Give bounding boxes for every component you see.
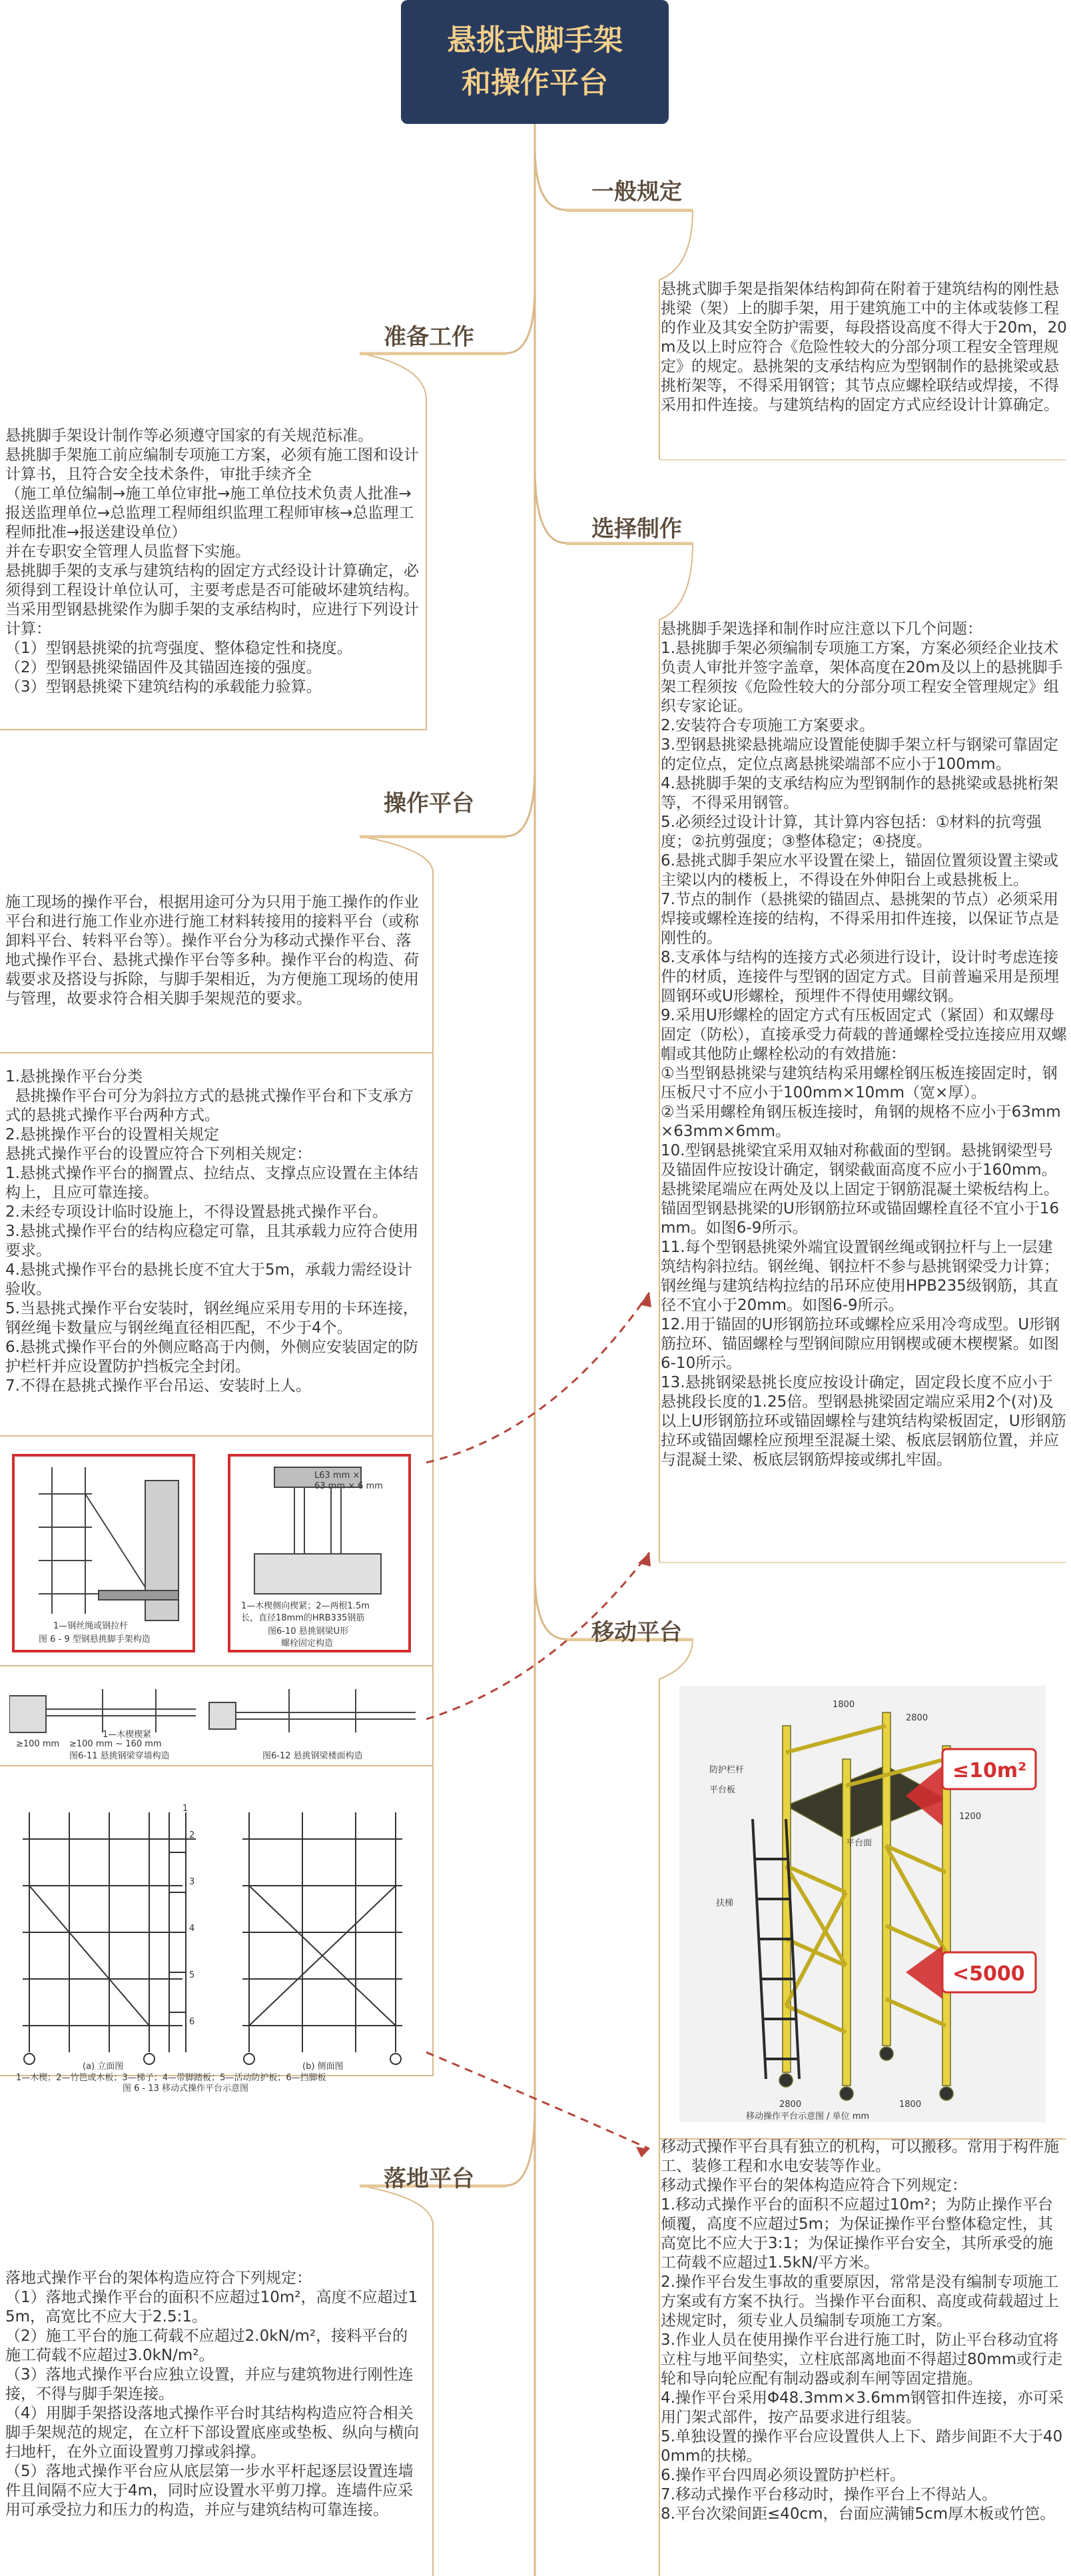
fig9-label: 1—钢丝绳或钢拉杆 xyxy=(53,1621,129,1631)
fig10-caption-2: 螺栓固定构造 xyxy=(281,1638,334,1648)
branch-prep[interactable]: 准备工作 xyxy=(384,324,474,350)
root-title-line2: 和操作平台 xyxy=(462,66,608,100)
floor-text: 落地式操作平台的架体构造应符合下列规定： （1）落地式操作平台的面积不应超过10m²，高度不应超过15m，高宽比不应大于2.5:1。 （2）施工平台的施工荷载不应超过2.0kN/m²，接料平台的施工荷载不应超过3.0kN/m²。 （3）落地式操作平台应独立设置，并应与建筑物进行刚性连接，不得与脚手架连接。 （4）用脚手架搭设落地式操作平台时其结构构造应符合相关脚手架规范的规定，在立杆下部设置底座或垫板、纵向与横向扫地杆，在外立面设置剪刀撑或斜撑。 （5）落地式操作平台应从底层第一步水平杆起逐层设置连墙件且间隔不应大于4m，同时应设置水平剪刀撑。连墙件应采用可承受拉力和压力的构造，并应与建筑结构可靠连接。 xyxy=(5,2269,419,2519)
mobile-side1: 1200 xyxy=(959,1812,982,1822)
mobile-text: 移动式操作平台具有独立的机构，可以搬移。常用于构件施工、装修工程和水电安装等作业。 移动式操作平台的架体构造应符合下列规定： 1.移动式操作平台的面积不应超过10m²；为防止操作平台倾覆，高度不应超过5m；为保证操作平台整体稳定性，其高宽比不应大于3:1；为保证操作平台安全，其所承受的施工荷载不应超过1.5kN/平方米。 2.操作平台发生事故的重要原因，常常是没有编制专项施工方案或有方案不执行。当操作平台面积、高度或荷载超过上述规定时，须专业人员编制专项施工方案。 3.作业人员在使用操作平台进行施工时，防止平台移动宜将立柱与地平间垫实，立柱底部离地面不得超过80mm或行走轮和导向轮应配有制动器或刹车闸等固定措施。 4.操作平台采用Φ48.3mm×3.6mm钢管扣件连接，亦可采用门架式部件，按产品要求进行组装。 5.单独设置的操作平台应设置供人上下、踏步间距不大于400mm的扶梯。 6.操作平台四周必须设置防护栏杆。 7.移动式操作平台移动时，操作平台上不得站人。 8.平台次梁间距≤40cm，台面应满铺5cm厚木板或竹笆。 xyxy=(661,2138,1064,2523)
fig11-dim1: ≥100 mm xyxy=(16,1739,60,1749)
fig9-caption: 图 6 - 9 型钢悬挑脚手架构造 xyxy=(39,1634,151,1644)
operation-detail: 1.悬挑操作平台分类 悬挑操作平台可分为斜拉方式的悬挑式操作平台和下支承方式的悬挑式操作平台两种方式。 2.悬挑操作平台的设置相关规定 悬挑式操作平台的设置应符合下列相关规定： 1.悬挑式操作平台的搁置点、拉结点、支撑点应设置在主体结构上，且应可靠连接。 2.未经专项设计临时设施上，不得设置悬挑式操作平台。 3.悬挑式操作平台的结构应稳定可靠，且其承载力应符合使用要求。 4.悬挑式操作平台的悬挑长度不宜大于5m，承载力需经设计验收。 5.当悬挑式操作平台安装时，钢丝绳应采用专用的卡环连接，钢丝绳卡数量应与钢丝绳直径相匹配，不少于4个。 6.悬挑式操作平台的外侧应略高于内侧，外侧应安装固定的防护栏杆并应设置防护挡板完全封闭。 7.不得在悬挑式操作平台吊运、安装时上人。 xyxy=(5,1068,418,1395)
fig13-num-4: 4 xyxy=(189,1924,195,1934)
fig10-dim-bottom: 63 mm × 6 mm xyxy=(314,1481,383,1491)
fig10-legend-1: 1—木楔侧向楔紧；2—两根1.5m xyxy=(241,1601,370,1611)
branch-mobile[interactable]: 移动平台 xyxy=(591,1619,682,1646)
mobile-tag4: 扶梯 xyxy=(716,1898,734,1908)
figure-6-11-12 xyxy=(9,1682,422,1761)
fig12-caption: 图6-12 悬挑钢梁楼面构造 xyxy=(262,1751,363,1761)
fig13-num-5: 5 xyxy=(189,1970,195,1980)
mobile-tag3: 平台面 xyxy=(846,1838,873,1848)
selection-text: 悬挑脚手架选择和制作时应注意以下几个问题： 1.悬挑脚手架必须编制专项施工方案，方案必须经企业技术负责人审批并签字盖章，架体高度在20m及以上的悬挑脚手架工程须按《危险性较大的分部分项工程安全管理规定》组织专家论证。 2.安装符合专项施工方案要求。 3.型钢悬挑梁悬挑端应设置能使脚手架立杆与钢梁可靠固定的定位点，定位点离悬挑梁端部不应小于100mm。 4.悬挑脚手架的支承结构应为型钢制作的悬挑梁或悬挑桁架等，不得采用钢管。 5.必须经过设计计算，其计算内容包括：①材料的抗弯强度；②抗剪强度；③整体稳定；④挠度。 6.悬挑式脚手架应水平设置在梁上，锚固位置须设置主梁或主梁以内的楼板上，不得设在外伸阳台上或悬挑板上。 7.节点的制作（悬挑梁的锚固点、悬挑架的节点）必须采用焊接或螺栓连接的结构，不得采用扣件连接，以保证节点是刚性的。 8.支承体与结构的连接方式必须进行设计，设计时考虑连接件的材质，连接件与型钢的固定方式。目前普遍采用是预埋圆钢环或U形螺栓，预埋件不得使用螺纹钢。 9.采用U形螺栓的固定方式有压板固定式（紧固）和双螺母固定（防松），直接承受力荷载的普通螺栓受拉连接应用双螺帽或其他防止螺栓松动的有效措施： ①当型钢悬挑梁与建筑结构采用螺栓钢压板连接固定时，钢压板尺寸不应小于100mm×10mm（宽×厚）。 ②当采用螺栓角钢压板连接时，角钢的规格不应小于63mm×63mm×6mm。 10.型钢悬挑梁宜采用双轴对称截面的型钢。悬挑钢梁型号及锚固件应按设计确定，钢梁截面高度不应小于160mm。悬挑梁尾端应在两处及以上固定于钢筋混凝土梁板结构上。锚固型钢悬挑梁的U形钢筋拉环或锚固螺栓直径不宜小于16mm。如图6-9所示。 11.每个型钢悬挑梁外端宜设置钢丝绳或钢拉杆与上一层建筑结构斜拉结。钢丝绳、钢拉杆不参与悬挑钢梁受力计算；钢丝绳与建筑结构拉结的吊环应使用HPB235级钢筋，其直径不宜小于20mm。如图6-9所示。 12.用于锚固的U形钢筋拉环或螺栓应采用冷弯成型。U形钢筋拉环、锚固螺栓与型钢间隙应用钢楔或硬木楔楔紧。如图6-10所示。 13.悬挑钢梁悬挑长度应按设计确定，固定段长度不应小于悬挑段长度的1.25倍。型钢悬挑梁固定端应采用2个(对)及以上U形钢筋拉环或锚固螺栓与建筑结构梁板固定，U形钢筋拉环或锚固螺栓应预埋至混凝土梁、板底层钢筋位置，并应与混凝土梁、板底层钢筋焊接或绑扎牢固。 xyxy=(661,620,1067,1469)
fig13-num-6: 6 xyxy=(189,2017,195,2027)
mobile-dim-top1: 1800 xyxy=(833,1700,855,1710)
mobile-dim-bottom1: 2800 xyxy=(779,2100,802,2110)
mobile-tag2: 平台板 xyxy=(709,1785,736,1795)
fig13-num-2: 2 xyxy=(189,1830,195,1840)
mobile-area-label: ≤10m² xyxy=(952,1759,1027,1782)
figure-6-9 xyxy=(12,1454,195,1652)
branch-operation[interactable]: 操作平台 xyxy=(384,790,474,817)
mobile-dim-top2: 2800 xyxy=(906,1713,928,1723)
mobile-dim-bottom2: 1800 xyxy=(899,2100,922,2110)
fig13-num-1: 1 xyxy=(182,1804,188,1814)
figure-6-10 xyxy=(228,1454,411,1652)
branch-general[interactable]: 一般规定 xyxy=(591,179,682,205)
prep-text: 悬挑脚手架设计制作等必须遵守国家的有关规范标准。 悬挑脚手架施工前应编制专项施工方案，必须有施工图和设计计算书，且符合安全技术条件，审批手续齐全 （施工单位编制→施工单位审批→施工单位技术负责人批准→报送监理单位→总监理工程师组织监理工程师审核→总监理工程师批准→报送建设单位） 并在专职安全管理人员监督下实施。 悬挑脚手架的支承与建筑结构的固定方式经设计计算确定，必须得到工程设计单位认可，主要考虑是否可能破坏建筑结构。当采用型钢悬挑梁作为脚手架的支承结构时，应进行下列设计计算： （1）型钢悬挑梁的抗弯强度、整体稳定性和挠度。 （2）型钢悬挑梁锚固件及其锚固连接的强度。 （3）型钢悬挑梁下建筑结构的承载能力验算。 xyxy=(5,427,419,696)
fig13-sub-a: (a) 立面图 xyxy=(83,2062,124,2072)
fig13-num-3: 3 xyxy=(189,1877,195,1887)
general-text: 悬挑式脚手架是指架体结构卸荷在附着于建筑结构的刚性悬挑梁（架）上的脚手架，用于建筑施工中的主体或装修工程的作业及其安全防护需要，每段搭设高度不得大于20m，20m及以上时应符合《危险性较大的分部分项工程安全管理规定》的规定。悬挑架的支承结构应为型钢制作的悬挑梁或悬挑桁架等，不得采用钢管；其节点应螺栓联结或焊接，不得采用扣件连接。与建筑结构的固定方式应经设计计算确定。 xyxy=(661,281,1067,414)
mobile-caption: 移动操作平台示意图 / 单位 mm xyxy=(746,2112,870,2122)
figure-mobile-platform xyxy=(679,1686,1046,2122)
fig13-caption: 图 6 - 13 移动式操作平台示意图 xyxy=(123,2084,249,2092)
root-title-line1: 悬挑式脚手架 xyxy=(447,23,623,57)
mobile-height-label: <5000 xyxy=(952,1962,1025,1986)
fig11-label: 1—木楔楔紧 xyxy=(103,1730,152,1740)
figure-6-13 xyxy=(9,1786,422,2092)
fig10-legend-2: 长，直径18mm的HRB335钢筋 xyxy=(241,1613,365,1623)
branch-floor[interactable]: 落地平台 xyxy=(384,2166,474,2192)
root-node[interactable] xyxy=(401,0,669,124)
fig11-dim2: ≥100 mm ~ 160 mm xyxy=(69,1739,162,1749)
fig10-caption-1: 图6-10 悬挑钢梁U形 xyxy=(268,1626,349,1636)
fig11-caption: 图6-11 悬挑钢梁穿墙构造 xyxy=(69,1751,170,1761)
fig13-legend: 1—木楔；2—竹笆或木板；3—梯子；4—带脚踏板；5—活动防护板；6—挡脚板 xyxy=(16,2073,326,2083)
mobile-tag1: 防护栏杆 xyxy=(709,1765,745,1775)
branch-selection[interactable]: 选择制作 xyxy=(591,516,682,542)
fig10-dim-top: L63 mm × xyxy=(314,1471,360,1481)
fig13-sub-b: (b) 侧面图 xyxy=(302,2062,344,2072)
operation-intro: 施工现场的操作平台，根据用途可分为只用于施工操作的作业平台和进行施工作业亦进行施工材料转接用的接料平台（或称卸料平台、转料平台等）。操作平台分为移动式操作平台、落地式操作平台、悬挑式操作平台等多种。操作平台的构造、荷载要求及搭设与拆除，与脚手架相近，为方便施工现场的使用与管理，故要求符合相关脚手架规范的要求。 xyxy=(5,894,419,1007)
